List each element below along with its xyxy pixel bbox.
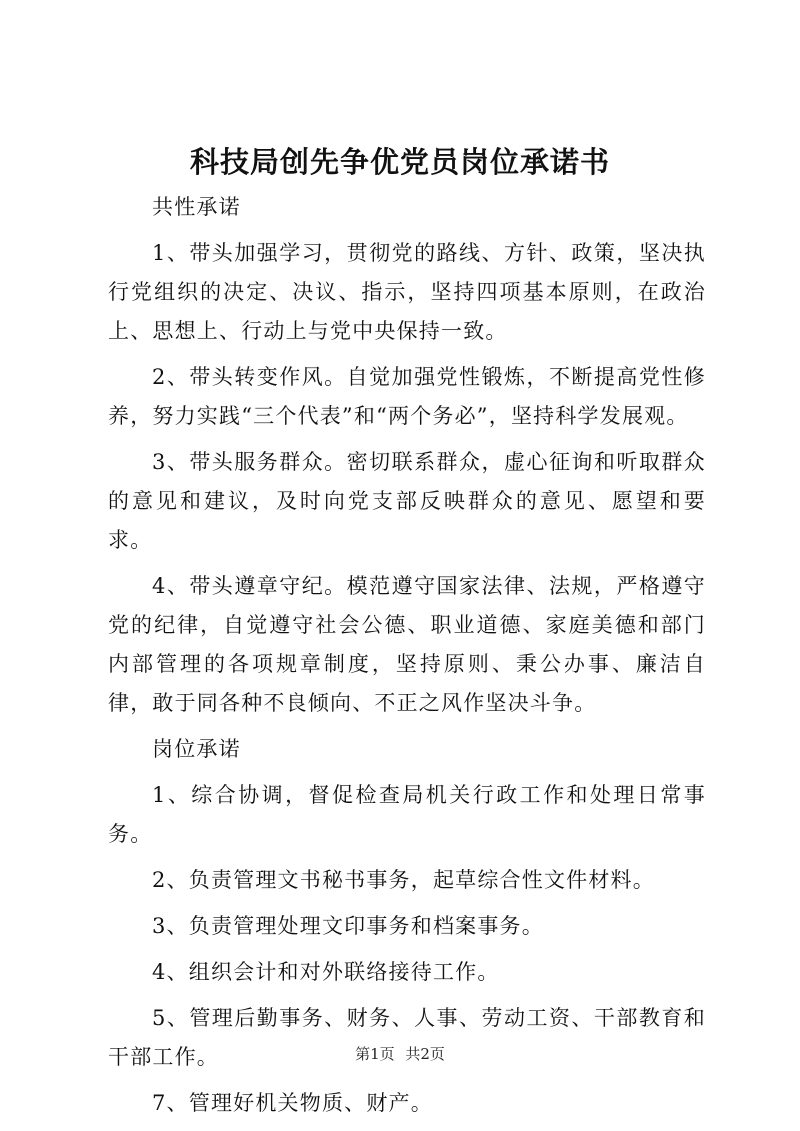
post-paragraph-4: 4、组织会计和对外联络接待工作。	[152, 960, 500, 984]
common-paragraph-1: 1、带头加强学习，贯彻党的路线、方针、政策，坚决执行党组织的决定、决议、指示，坚持四项基本原则，在政治上、思想上、行动上与党中央保持一致。	[108, 241, 706, 343]
post-paragraph-3: 3、负责管理处理文印事务和档案事务。	[152, 914, 544, 938]
section-heading-common: 共性承诺	[152, 195, 241, 219]
post-paragraph-6: 7、管理好机关物质、财产。	[152, 1091, 433, 1115]
page-footer	[0, 1044, 800, 1064]
post-paragraph-5: 5、管理后勤事务、财务、人事、劳动工资、干部教育和干部工作。	[108, 1006, 706, 1069]
common-paragraph-2: 2、带头转变作风。自觉加强党性锻炼，不断提高党性修养，努力实践“三个代表”和“两个务必”，坚持科学发展观。	[108, 365, 706, 428]
common-paragraph-3: 3、带头服务群众。密切联系群众，虚心征询和听取群众的意见和建议，及时向党支部反映群众的意见、愿望和要求。	[108, 450, 706, 552]
section-heading-post: 岗位承诺	[152, 737, 241, 761]
post-paragraph-1: 1、综合协调，督促检查局机关行政工作和处理日常事务。	[108, 783, 706, 846]
page-total: 共2页	[405, 1045, 445, 1063]
common-paragraph-4: 4、带头遵章守纪。模范遵守国家法律、法规，严格遵守党的纪律，自觉遵守社会公德、职业道德、家庭美德和部门内部管理的各项规章制度，坚持原则、秉公办事、廉洁自律，敢于同各种不良倾向、不正之风作坚决斗争。	[108, 574, 706, 715]
document-title: 科技局创先争优党员岗位承诺书	[189, 145, 610, 179]
document-body	[108, 188, 706, 1130]
page-number: 第1页	[355, 1045, 395, 1063]
post-paragraph-2: 2、负责管理文书秘书事务，起草综合性文件材料。	[152, 868, 655, 892]
